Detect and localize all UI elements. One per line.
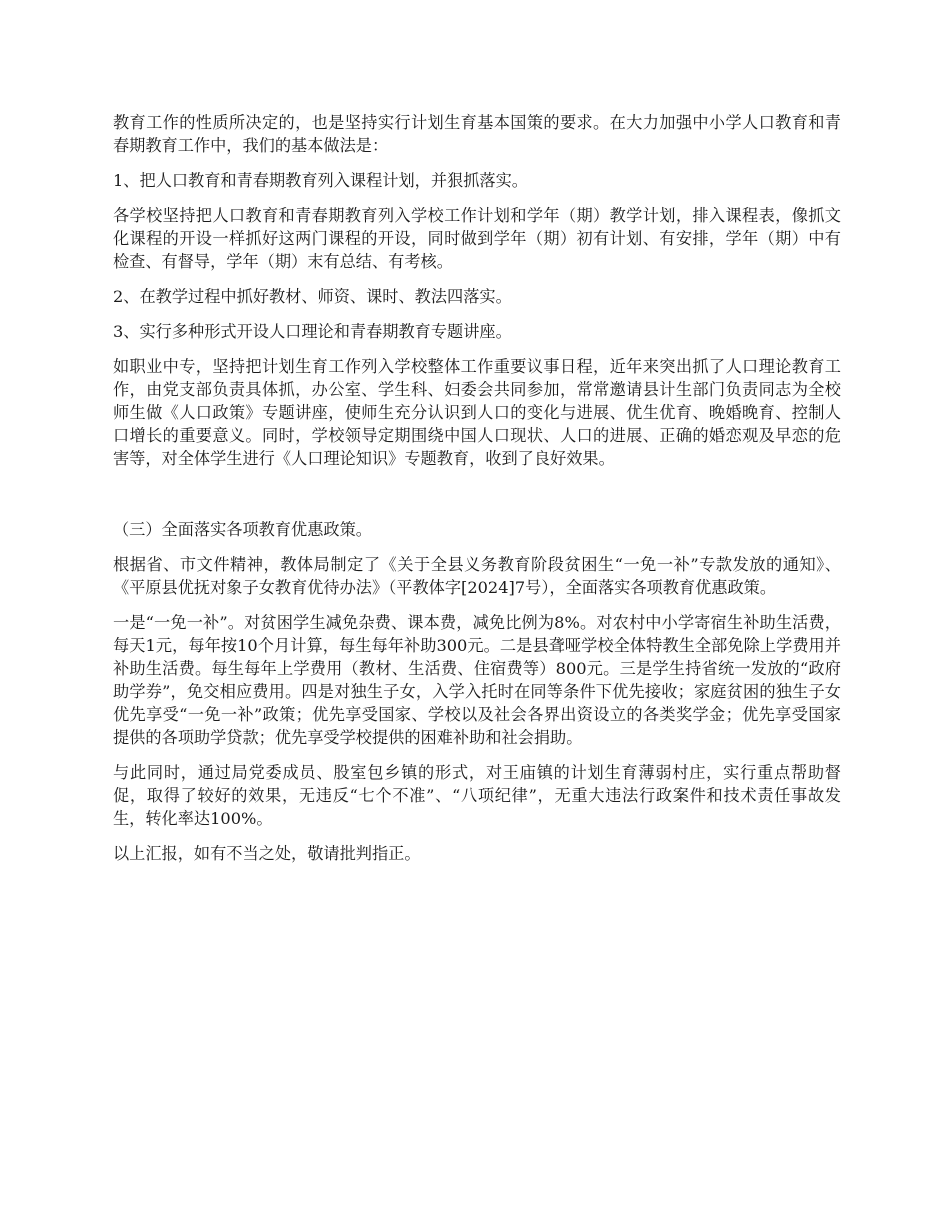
paragraph-closing: 以上汇报，如有不当之处，敬请批判指正。	[113, 844, 421, 863]
section-heading: （三）全面落实各项教育优惠政策。	[113, 520, 372, 539]
document-body	[113, 111, 841, 877]
paragraph-policy-basis: 根据省、市文件精神，教体局制定了《关于全县义务教育阶段贫困生“一免一补”专款发放的通知》、《平原县优抚对象子女教育优待办法》（平教体字[2024]7号），全面落实各项教育优惠政策。	[113, 555, 841, 597]
paragraph-item-1-detail: 各学校坚持把人口教育和青春期教育列入学校工作计划和学年（期）教学计划，排入课程表，像抓文化课程的开设一样抓好这两门课程的开设，同时做到学年（期）初有计划、有安排，学年（期）中有检查、有督导，学年（期）末有总结、有考核。	[113, 206, 841, 271]
section-spacer	[113, 482, 841, 518]
paragraph-item-2: 2、在教学过程中抓好教材、师资、课时、教法四落实。	[113, 287, 512, 306]
paragraph-intro: 教育工作的性质所决定的，也是坚持实行计划生育基本国策的要求。在大力加强中小学人口教育和青春期教育工作中，我们的基本做法是：	[113, 113, 841, 155]
paragraph-item-1: 1、把人口教育和青春期教育列入课程计划，并狠抓落实。	[113, 171, 528, 190]
paragraph-vocational-example: 如职业中专，坚持把计划生育工作列入学校整体工作重要议事日程，近年来突出抓了人口理论教育工作，由党支部负责具体抓，办公室、学生科、妇委会共同参加，常常邀请县计生部门负责同志为全校师生做《人口政策》专题讲座，使师生充分认识到人口的变化与进展、优生优育、晚婚晚育、控制人口增长的重要意义。同时，学校领导定期围绕中国人口现状、人口的进展、正确的婚恋观及早恋的危害等，对全体学生进行《人口理论知识》专题教育，收到了良好效果。	[113, 357, 841, 468]
paragraph-item-3: 3、实行多种形式开设人口理论和青春期教育专题讲座。	[113, 322, 512, 341]
paragraph-support-measures: 与此同时，通过局党委成员、股室包乡镇的形式，对王庙镇的计划生育薄弱村庄，实行重点帮助督促，取得了较好的效果，无违反“七个不准”、“八项纪律”，无重大违法行政案件和技术责任事故发生，转化率达100%。	[113, 763, 841, 828]
paragraph-policy-details: 一是“一免一补”。对贫困学生减免杂费、课本费，减免比例为8%。对农村中小学寄宿生补助生活费，每天1元，每年按10个月计算，每生每年补助300元。二是县聋哑学校全体特教生全部免除上学费用并补助生活费。每生每年上学费用（教材、生活费、住宿费等）800元。三是学生持省统一发放的“政府助学券”，免交相应费用。四是对独生子女，入学入托时在同等条件下优先接收；家庭贫困的独生子女优先享受“一免一补”政策；优先享受国家、学校以及社会各界出资设立的各类奖学金；优先享受国家提供的各项助学贷款；优先享受学校提供的困难补助和社会捐助。	[113, 613, 841, 747]
